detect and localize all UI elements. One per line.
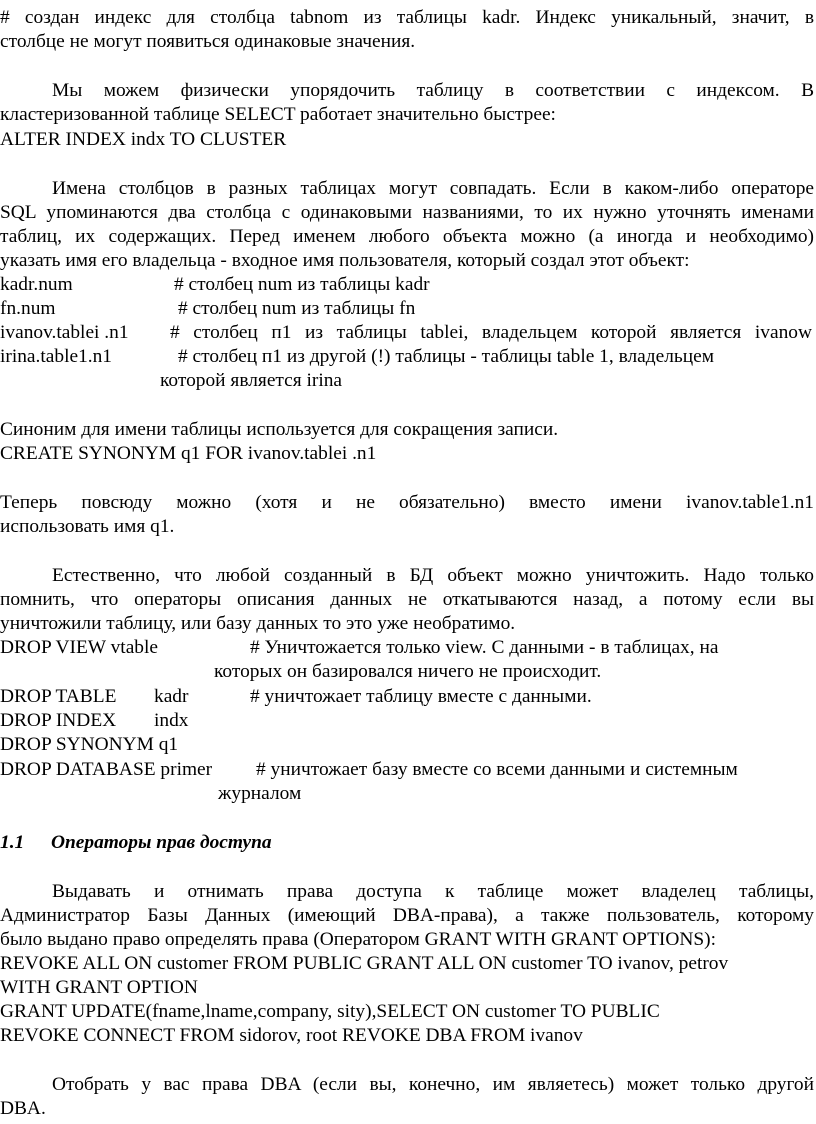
example-row xyxy=(0,321,814,346)
text-line: Теперь повсюду можно (хотя и не обязательно) вместо имени ivanov.table1.n1 xyxy=(0,492,814,513)
text-line: таблиц, их содержащих. Перед именем любого объекта можно (а иногда и необходимо) xyxy=(0,226,814,247)
text-line: помнить, что операторы описания данных не откатываются назад, а потому если вы xyxy=(0,589,814,610)
drop-comment-cont: журналом xyxy=(218,783,302,804)
example-code: irina.table1.n1 xyxy=(0,346,112,367)
drop-code: DROP VIEW vtable xyxy=(0,637,158,658)
example-comment: # столбец п1 из таблицы tablei, владельцем которой является ivanow xyxy=(170,322,812,343)
drop-comment: # уничтожает базу вместе со всеми данными и системным xyxy=(256,759,738,780)
drop-row xyxy=(0,758,814,783)
text-line: использовать имя q1. xyxy=(0,516,175,537)
text-line: # создан индекс для столбца tabnom из таблицы kadr. Индекс уникальный, значит, в xyxy=(0,7,814,28)
text-line: Имена столбцов в разных таблицах могут совпадать. Если в каком-либо операторе xyxy=(52,178,814,199)
example-row xyxy=(0,273,814,298)
section-number: 1.1 xyxy=(0,832,25,853)
text-line: кластеризованной таблице SELECT работает значительно быстрее: xyxy=(0,104,556,125)
example-code: fn.num xyxy=(0,298,56,319)
drop-row xyxy=(0,636,814,661)
drop-row xyxy=(0,685,814,710)
code-line: CREATE SYNONYM q1 FOR ivanov.tablei .n1 xyxy=(0,443,377,464)
text-line: столбце не могут появиться одинаковые значения. xyxy=(0,31,416,52)
drop-code: DROP TABLE xyxy=(0,686,117,707)
section-title: Операторы прав доступа xyxy=(51,832,272,853)
text-line: указать имя его владельца - входное имя пользователя, который создал этот объект: xyxy=(0,250,690,271)
example-row xyxy=(0,345,814,370)
drop-code: DROP INDEX xyxy=(0,710,117,731)
drop-code: DROP DATABASE primer xyxy=(0,759,213,780)
text-line: DBA. xyxy=(0,1098,46,1119)
drop-comment-cont: которых он базировался ничего не происходит. xyxy=(214,661,602,682)
text-line: SQL упоминаются два столбца с одинаковыми названиями, то их нужно уточнять именами xyxy=(0,202,814,223)
drop-object: indx xyxy=(154,710,189,731)
text-line: Отобрать у вас права DBA (если вы, конечно, им являетесь) может только другой xyxy=(52,1074,814,1095)
code-line: REVOKE CONNECT FROM sidorov, root REVOKE DBA FROM ivanov xyxy=(0,1025,583,1046)
text-line: уничтожили таблицу, или базу данных то это уже необратимо. xyxy=(0,613,516,634)
text-line: было выдано право определять права (Оператором GRANT WITH GRANT OPTIONS): xyxy=(0,929,717,950)
code-line: GRANT UPDATE(fname,lname,company, sity),SELECT ON customer TO PUBLIC xyxy=(0,1001,660,1022)
example-comment: # столбец п1 из другой (!) таблицы - таблицы table 1, владельцем xyxy=(178,346,715,367)
example-comment-cont: которой является irina xyxy=(160,370,343,391)
example-comment: # столбец num из таблицы fn xyxy=(178,298,416,319)
example-row xyxy=(0,297,814,322)
code-line: ALTER INDEX indx TO CLUSTER xyxy=(0,129,287,150)
example-code: kadr.num xyxy=(0,274,73,295)
text-line: Мы можем физически упорядочить таблицу в соответствии с индексом. В xyxy=(52,80,814,101)
drop-row: DROP SYNONYM q1 xyxy=(0,734,179,755)
text-line: Синоним для имени таблицы используется для сокращения записи. xyxy=(0,419,559,440)
example-comment: # столбец num из таблицы kadr xyxy=(174,274,430,295)
text-line: Выдавать и отнимать права доступа к таблице может владелец таблицы, xyxy=(52,881,814,902)
example-code: ivanov.tablei .n1 xyxy=(0,322,129,343)
code-line: REVOKE ALL ON customer FROM PUBLIC GRANT ALL ON customer TO ivanov, petrov xyxy=(0,953,729,974)
drop-comment: # Уничтожается только view. С данными - в таблицах, на xyxy=(250,637,719,658)
code-line: WITH GRANT OPTION xyxy=(0,977,198,998)
drop-comment: # уничтожает таблицу вместе с данными. xyxy=(250,686,592,707)
text-line: Естественно, что любой созданный в БД объект можно уничтожить. Надо только xyxy=(52,565,814,586)
text-line: Администратор Базы Данных (имеющий DBA-права), а также пользователь, которому xyxy=(0,905,814,926)
drop-row xyxy=(0,709,814,734)
drop-object: kadr xyxy=(154,686,189,707)
